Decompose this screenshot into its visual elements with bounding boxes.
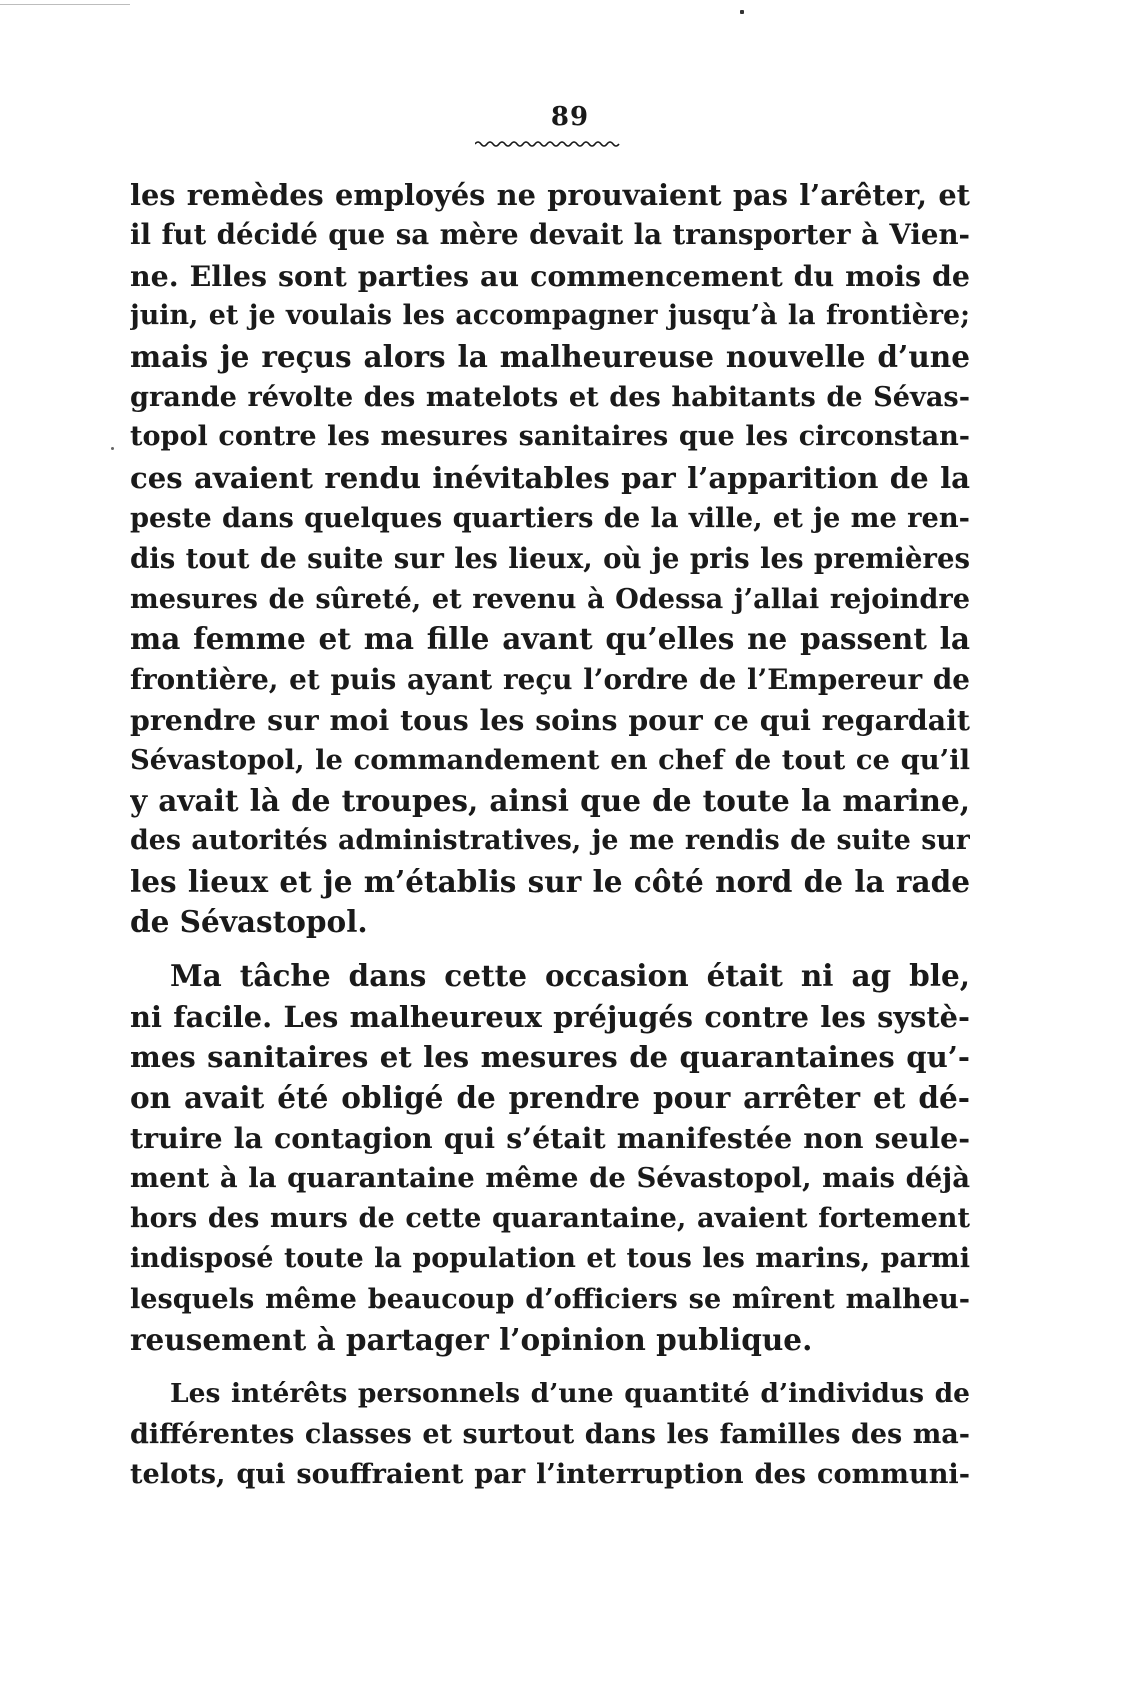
text-line: des autorités administratives, je me rendis de suite sur	[130, 825, 970, 857]
paragraph-gap	[130, 1360, 970, 1374]
text-line: dis tout de suite sur les lieux, où je pris les premières	[130, 541, 970, 575]
text-line: mes sanitaires et les mesures de quarantaines qu’-	[130, 1040, 970, 1075]
text-line: de Sévastopol.	[130, 904, 368, 940]
text-line: Ma tâche dans cette occasion était ni ag ble,	[170, 958, 970, 994]
text-line: topol contre les mesures sanitaires que les circonstan-	[130, 421, 970, 453]
body-text	[130, 175, 970, 1496]
text-line: on avait été obligé de prendre pour arrêter et dé-	[130, 1079, 970, 1115]
text-line: Les intérêts personnels d’une quantité d’individus de	[170, 1378, 970, 1410]
margin-speck	[111, 447, 114, 450]
text-line: reusement à partager l’opinion publique.	[130, 1321, 813, 1357]
text-line: ma femme et ma fille avant qu’elles ne passent la	[130, 621, 970, 657]
text-line: prendre sur moi tous les soins pour ce qui regardait	[130, 703, 970, 738]
text-line: frontière, et puis ayant reçu l’ordre de l’Empereur de	[130, 662, 970, 696]
text-line: ne. Elles sont parties au commencement du mois de	[130, 258, 970, 293]
text-line: lesquels même beaucoup d’officiers se mîrent malheu-	[130, 1283, 970, 1315]
text-line: y avait là de troupes, ainsi que de toute la marine,	[130, 782, 970, 818]
page-number: 89	[550, 102, 590, 132]
text-line: peste dans quelques quartiers de la ville, et je me ren-	[130, 502, 970, 535]
text-line: hors des murs de cette quarantaine, avaient fortement	[130, 1202, 970, 1234]
text-line: les lieux et je m’établis sur le côté nord de la rade	[130, 863, 970, 899]
text-line: mais je reçus alors la malheureuse nouvelle d’une	[130, 338, 970, 374]
text-line: ni facile. Les malheureux préjugés contre les systè-	[130, 999, 970, 1034]
text-line: les remèdes employés ne prouvaient pas l’arêter, et	[130, 178, 970, 212]
text-line: truire la contagion qui s’était manifestée non seule-	[130, 1120, 970, 1155]
text-line: ment à la quarantaine même de Sévastopol, mais déjà	[130, 1162, 970, 1195]
wavy-ornament-rule	[475, 138, 620, 150]
scan-edge-rule	[0, 4, 130, 5]
text-line: telots, qui souffraient par l’interruption des communi-	[130, 1459, 970, 1491]
text-line: grande révolte des matelots et des habitants de Sévas-	[130, 380, 970, 413]
text-line: différentes classes et surtout dans les familles des ma-	[130, 1418, 970, 1450]
text-line: mesures de sûreté, et revenu à Odessa j’allai rejoindre	[130, 582, 970, 615]
paragraph-2	[130, 956, 970, 1360]
text-line: il fut décidé que sa mère devait la transporter à Vien-	[130, 218, 970, 252]
text-line: Sévastopol, le commandement en chef de tout ce qu’il	[130, 744, 970, 777]
scan-speck	[740, 10, 744, 14]
paragraph-gap	[130, 942, 970, 956]
text-line: indisposé toute la population et tous les marins, parmi	[130, 1243, 970, 1275]
paragraph-1	[130, 175, 970, 942]
paragraph-3	[130, 1374, 970, 1495]
text-line: juin, et je voulais les accompagner jusqu’à la frontière;	[130, 300, 970, 332]
text-line: ces avaient rendu inévitables par l’apparition de la	[130, 460, 970, 495]
